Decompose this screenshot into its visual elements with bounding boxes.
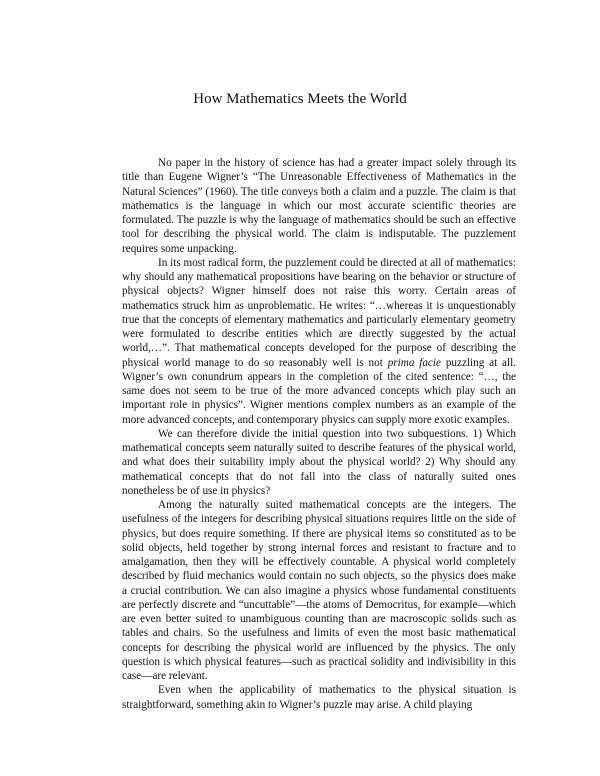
document-title: How Mathematics Meets the World [193,91,407,107]
paragraph-3: We can therefore divide the initial question into two subquestions. 1) Which mathematical concepts seem naturally suited to describe features of the physical world, and what does their suitability imply about the physical world? 2) Why should any mathematical concepts that do not fall into the class of naturally suited ones nonetheless be of use in physics? [122,427,516,497]
paragraph-2-emphasis: prima facie [387,356,441,369]
paragraph-2-text-before: In its most radical form, the puzzlement could be directed at all of mathematics: why should any mathematical propositions have bearing on the behavior or structure of physical objects? Wigner himself does not raise this worry. Certain areas of mathematics struck him as unproblematic. He writes: “…whereas it is unquestionably true that the concepts of elementary mathematics and particularly elementary geometry were formulated to describe entities which are directly suggested by the actual world,…”. That mathematical concepts developed for the purpose of describing the physical world manage to do so reasonably well is not [122,256,516,369]
paragraph-2 [122,256,516,427]
paragraph-1: No paper in the history of science has had a greater impact solely through its title than Eugene Wigner’s “The Unreasonable Effectiveness of Mathematics in the Natural Sciences” (1960). The title conveys both a claim and a puzzle. The claim is that mathematics is the language in which our most accurate scientific theories are formulated. The puzzle is why the language of mathematics should be such an effective tool for describing the physical world. The claim is indisputable. The puzzlement requires some unpacking. [122,157,516,255]
body-text [122,156,516,712]
paragraph-4: Among the naturally suited mathematical concepts are the integers. The usefulness of the integers for describing physical situations requires little on the side of physics, but does require something. If there are physical items so constituted as to be solid objects, held together by strong internal forces and resistant to fracture and to amalgamation, then they will be effectively countable. A physical world completely described by fluid mechanics would contain no such objects, so the physics does make a crucial contribution. We can also imagine a physics whose fundamental constituents are perfectly discrete and “uncuttable”—the atoms of Democritus, for example—which are even better suited to unambiguous counting than are macroscopic solids such as tables and chairs. So the usefulness and limits of even the most basic mathematical concepts for describing the physical world are influenced by the physics. The only question is which physical features—such as practical solidity and indivisibility in this case—are relevant. [122,499,516,682]
paragraph-2-text-after: puzzling at all. Wigner’s own conundrum appears in the completion of the cited sentence: “…, the same does not seem to be true of the more advanced concepts which play such an important role in physics”. Wigner mentions complex numbers as an example of the more advanced concepts, and contemporary physics can supply more exotic examples. [122,356,517,426]
paragraph-5: Even when the applicability of mathematics to the physical situation is straightforward, something akin to Wigner’s puzzle may arise. A child playing [122,684,516,711]
